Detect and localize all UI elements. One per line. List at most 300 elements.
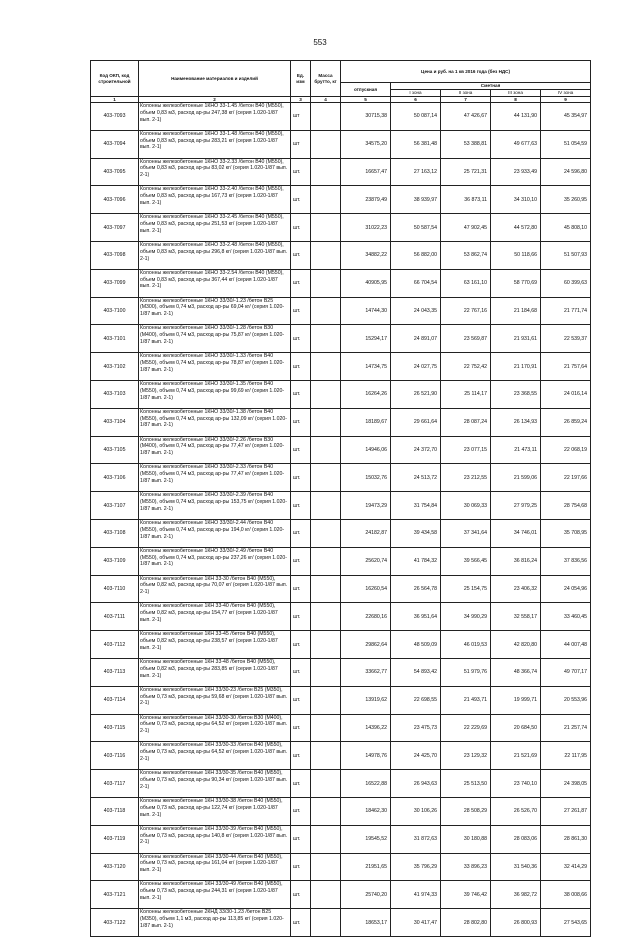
cell-zone1-price: 24 513,72 (391, 464, 441, 492)
cell-zone2-price: 22 752,42 (441, 353, 491, 381)
col-number: 5 (341, 97, 391, 103)
header-release: отпускная (341, 83, 391, 97)
cell-mass (311, 519, 341, 547)
cell-zone4-price: 60 399,63 (541, 269, 591, 297)
cell-name: Колонны железобетонные 1КНО 33/30/-1.33 /бетон В40 (М550), объем 0,74 м3, расход ар-ры 78,87 кг/ (серия 1.020-1/87 вып. 2-1) (139, 353, 291, 381)
table-row (91, 519, 591, 547)
cell-code: 403-7111 (91, 603, 139, 631)
cell-name: Колонны железобетонные 1КНО 33/30/-1.28 /бетон В30 (М400), объем 0,74 м3, расход ар-ры 75,87 кг/ (серия 1.020-1/87 вып. 2-1) (139, 325, 291, 353)
cell-mass (311, 603, 341, 631)
cell-code: 403-7102 (91, 353, 139, 381)
cell-zone1-price: 41 974,33 (391, 881, 441, 909)
cell-release-price: 18653,17 (341, 909, 391, 937)
cell-release-price: 25620,74 (341, 547, 391, 575)
table-row (91, 603, 591, 631)
cell-zone2-price: 25 114,17 (441, 380, 491, 408)
table-row (91, 186, 591, 214)
cell-zone1-price: 24 372,70 (391, 436, 441, 464)
cell-zone1-price: 36 951,64 (391, 603, 441, 631)
cell-name: Колонны железобетонные 1КНО 33-1.48 /бетон В40 (М550), объем 0,83 м3, расход ар-ры 283,21 кг/ (серия 1.020-1/87 вып. 2-1) (139, 130, 291, 158)
table-row (91, 241, 591, 269)
cell-zone3-price: 21 184,68 (491, 297, 541, 325)
cell-zone3-price: 21 473,11 (491, 436, 541, 464)
cell-release-price: 14744,30 (341, 297, 391, 325)
cell-zone1-price: 26 521,90 (391, 380, 441, 408)
cell-zone4-price: 22 068,19 (541, 436, 591, 464)
cell-mass (311, 742, 341, 770)
cell-zone4-price: 24 596,80 (541, 158, 591, 186)
cell-zone1-price: 30 106,26 (391, 797, 441, 825)
cell-release-price: 22680,16 (341, 603, 391, 631)
cell-code: 403-7099 (91, 269, 139, 297)
cell-name: Колонны железобетонные 1КН 33/30-44 /бетон В40 (М550), объем 0,73 м3, расход ар-ры 161,04 кг/ (серия 1.020-1/87 вып. 2-1) (139, 853, 291, 881)
cell-unit: шт. (291, 436, 311, 464)
table-body (91, 103, 591, 937)
cell-zone2-price: 36 873,11 (441, 186, 491, 214)
cell-code: 403-7115 (91, 714, 139, 742)
cell-mass (311, 325, 341, 353)
cell-release-price: 34575,20 (341, 130, 391, 158)
cell-mass (311, 130, 341, 158)
cell-mass (311, 853, 341, 881)
table-row (91, 436, 591, 464)
cell-name: Колонны железобетонные 1КНО 33/30/-2.39 /бетон В40 (М550), объем 0,74 м3, расход ар-ры 153,75 кг/ (серия 1.020-1/87 вып. 2-1) (139, 492, 291, 520)
cell-code: 403-7107 (91, 492, 139, 520)
cell-code: 403-7121 (91, 881, 139, 909)
cell-zone1-price: 23 475,73 (391, 714, 441, 742)
cell-zone1-price: 31 754,84 (391, 492, 441, 520)
table-row (91, 853, 591, 881)
table-row (91, 353, 591, 381)
header-price-group: Цена и руб. на 1 кв 2016 года (без НДС) (341, 61, 591, 83)
cell-unit: шт. (291, 631, 311, 659)
cell-code: 403-7110 (91, 575, 139, 603)
cell-zone1-price: 22 698,55 (391, 686, 441, 714)
cell-zone3-price: 21 170,91 (491, 353, 541, 381)
header-zone-1: I зона (391, 90, 441, 97)
cell-unit: шт. (291, 353, 311, 381)
table-row (91, 742, 591, 770)
cell-unit: шт. (291, 658, 311, 686)
cell-release-price: 16264,26 (341, 380, 391, 408)
cell-release-price: 29862,64 (341, 631, 391, 659)
col-number: 3 (291, 97, 311, 103)
cell-zone2-price: 22 767,16 (441, 297, 491, 325)
cell-zone4-price: 21 257,74 (541, 714, 591, 742)
cell-mass (311, 714, 341, 742)
cell-release-price: 21951,65 (341, 853, 391, 881)
cell-release-price: 18462,30 (341, 797, 391, 825)
col-number: 1 (91, 97, 139, 103)
table-row (91, 214, 591, 242)
cell-zone3-price: 50 118,66 (491, 241, 541, 269)
cell-release-price: 34882,22 (341, 241, 391, 269)
col-number: 8 (491, 97, 541, 103)
cell-zone3-price: 36 982,72 (491, 881, 541, 909)
cell-unit: шт. (291, 742, 311, 770)
cell-mass (311, 214, 341, 242)
cell-unit: шт. (291, 297, 311, 325)
table-row (91, 658, 591, 686)
cell-release-price: 19473,29 (341, 492, 391, 520)
cell-zone1-price: 26 564,78 (391, 575, 441, 603)
cell-zone4-price: 51 054,59 (541, 130, 591, 158)
cell-release-price: 30715,38 (341, 103, 391, 131)
cell-zone4-price: 28 754,68 (541, 492, 591, 520)
table-row (91, 714, 591, 742)
col-number: 4 (311, 97, 341, 103)
table-row (91, 158, 591, 186)
cell-zone3-price: 23 406,32 (491, 575, 541, 603)
cell-unit: шт (291, 103, 311, 131)
cell-name: Колонны железобетонные 1КН 33-40 /бетон В40 (М550), объем 0,82 м3, расход ар-ры 154,77 кг/ (серия 1.020-1/87 вып. 2-1) (139, 603, 291, 631)
cell-zone1-price: 39 434,58 (391, 519, 441, 547)
cell-code: 403-7103 (91, 380, 139, 408)
cell-zone4-price: 33 460,45 (541, 603, 591, 631)
cell-mass (311, 269, 341, 297)
table-row (91, 408, 591, 436)
cell-name: Колонны железобетонные 1КН 33/30-23 /бетон В25 (М350), объем 0,73 м3, расход ар-ры 59,68 кг/ (серия 1.020-1/87 вып. 2-1) (139, 686, 291, 714)
cell-zone1-price: 66 704,54 (391, 269, 441, 297)
cell-name: Колонны железобетонные 1КНО 33/30/-2.49 /бетон В40 (М550), объем 0,74 м3, расход ар-ры 237,26 кг/ (серия 1.020-1/87 вып. 2-1) (139, 547, 291, 575)
cell-zone4-price: 26 859,24 (541, 408, 591, 436)
cell-release-price: 23879,49 (341, 186, 391, 214)
header-code: Код ОКП, код строительной (91, 61, 139, 97)
cell-mass (311, 797, 341, 825)
cell-code: 403-7096 (91, 186, 139, 214)
cell-zone4-price: 35 708,95 (541, 519, 591, 547)
cell-zone3-price: 44 131,90 (491, 103, 541, 131)
cell-unit: шт. (291, 269, 311, 297)
cell-zone2-price: 23 212,55 (441, 464, 491, 492)
cell-zone1-price: 31 872,63 (391, 825, 441, 853)
col-number: 2 (139, 97, 291, 103)
cell-release-price: 24182,87 (341, 519, 391, 547)
cell-zone1-price: 24 043,35 (391, 297, 441, 325)
cell-zone3-price: 23 933,49 (491, 158, 541, 186)
cell-mass (311, 103, 341, 131)
cell-zone3-price: 34 310,10 (491, 186, 541, 214)
cell-name: Колонны железобетонные 1КНО 33/30/-1.38 /бетон В40 (М550), объем 0,74 м3, расход ар-ры 132,09 кг/ (серия 1.020-1/87 вып. 2-1) (139, 408, 291, 436)
table-row (91, 380, 591, 408)
cell-zone1-price: 26 943,63 (391, 770, 441, 798)
cell-unit: шт. (291, 492, 311, 520)
cell-code: 403-7105 (91, 436, 139, 464)
cell-zone4-price: 22 117,95 (541, 742, 591, 770)
col-number: 6 (391, 97, 441, 103)
cell-unit: шт. (291, 686, 311, 714)
cell-name: Колонны железобетонные 1КНО 33/30/-1.35 /бетон В40 (М550), объем 0,74 м3, расход ар-ры 99,69 кг/ (серия 1.020-1/87 вып. 2-1) (139, 380, 291, 408)
cell-zone3-price: 27 979,25 (491, 492, 541, 520)
cell-zone4-price: 20 553,96 (541, 686, 591, 714)
cell-zone4-price: 51 507,93 (541, 241, 591, 269)
cell-unit: шт. (291, 825, 311, 853)
table-row (91, 686, 591, 714)
table-row (91, 909, 591, 937)
cell-code: 403-7100 (91, 297, 139, 325)
cell-release-price: 15294,17 (341, 325, 391, 353)
cell-zone2-price: 46 019,53 (441, 631, 491, 659)
cell-zone4-price: 22 197,66 (541, 464, 591, 492)
table-row (91, 269, 591, 297)
cell-name: Колонны железобетонные 1КН 33/30-33 /бетон В40 (М550), объем 0,73 м3, расход ар-ры 64,52 кг/ (серия 1.020-1/87 вып. 2-1) (139, 742, 291, 770)
cell-zone3-price: 44 572,80 (491, 214, 541, 242)
cell-zone4-price: 49 707,17 (541, 658, 591, 686)
cell-zone3-price: 31 540,36 (491, 853, 541, 881)
cell-name: Колонны железобетонные 1КН 33-48 /бетон В40 (М550), объем 0,82 м3, расход ар-ры 283,85 кг/ (серия 1.020-1/87 вып. 2-1) (139, 658, 291, 686)
cell-zone2-price: 25 513,50 (441, 770, 491, 798)
cell-zone1-price: 24 027,75 (391, 353, 441, 381)
cell-code: 403-7109 (91, 547, 139, 575)
cell-unit: шт. (291, 241, 311, 269)
table-row (91, 103, 591, 131)
header-mass: Масса брутто, кг (311, 61, 341, 97)
cell-zone4-price: 24 016,14 (541, 380, 591, 408)
cell-name: Колонны железобетонные 1КН 33/30-35 /бетон В40 (М550), объем 0,73 м3, расход ар-ры 90,34 кг/ (серия 1.020-1/87 вып. 2-1) (139, 770, 291, 798)
cell-zone3-price: 20 684,50 (491, 714, 541, 742)
cell-zone2-price: 22 229,69 (441, 714, 491, 742)
cell-mass (311, 631, 341, 659)
table-row (91, 130, 591, 158)
cell-zone3-price: 23 740,10 (491, 770, 541, 798)
cell-code: 403-7113 (91, 658, 139, 686)
cell-release-price: 19545,52 (341, 825, 391, 853)
cell-zone3-price: 21 599,06 (491, 464, 541, 492)
cell-mass (311, 186, 341, 214)
cell-zone2-price: 23 129,32 (441, 742, 491, 770)
cell-mass (311, 547, 341, 575)
cell-name: Колонны железобетонные 1КНО 33/30/-2.44 /бетон В40 (М550), объем 0,74 м3, расход ар-ры 194,0 кг/ (серия 1.020-1/87 вып. 2-1) (139, 519, 291, 547)
cell-code: 403-7119 (91, 825, 139, 853)
cell-zone2-price: 53 388,81 (441, 130, 491, 158)
cell-name: Колонны железобетонные 1КН 33/30-38 /бетон В40 (М550), объем 0,73 м3, расход ар-ры 122,74 кг/ (серия 1.020-1/87 вып. 2-1) (139, 797, 291, 825)
cell-zone2-price: 28 802,80 (441, 909, 491, 937)
cell-code: 403-7094 (91, 130, 139, 158)
cell-name: Колонны железобетонные 1КН 33/30-30 /бетон В30 (М400), объем 0,73 м3, расход ар-ры 64,52 кг/ (серия 1.020-1/87 вып. 2-1) (139, 714, 291, 742)
cell-release-price: 18189,67 (341, 408, 391, 436)
cell-zone2-price: 34 990,29 (441, 603, 491, 631)
cell-release-price: 31022,23 (341, 214, 391, 242)
cell-zone3-price: 58 770,69 (491, 269, 541, 297)
cell-name: Колонны железобетонные 2КНД 33/30-1.23 /бетон В25 (М350), объем 1,1 м3, расход ар-ры 113,85 кг/ (серия 1.020-1/87 вып. 2-1) (139, 909, 291, 937)
cell-zone2-price: 30 069,33 (441, 492, 491, 520)
cell-zone3-price: 28 083,06 (491, 825, 541, 853)
cell-mass (311, 909, 341, 937)
cell-release-price: 14734,75 (341, 353, 391, 381)
cell-code: 403-7120 (91, 853, 139, 881)
cell-zone3-price: 19 999,71 (491, 686, 541, 714)
cell-code: 403-7122 (91, 909, 139, 937)
cell-zone1-price: 50 087,14 (391, 103, 441, 131)
cell-zone4-price: 38 008,66 (541, 881, 591, 909)
cell-zone2-price: 33 896,23 (441, 853, 491, 881)
cell-code: 403-7101 (91, 325, 139, 353)
cell-code: 403-7108 (91, 519, 139, 547)
table-row (91, 547, 591, 575)
cell-zone1-price: 54 893,42 (391, 658, 441, 686)
cell-zone4-price: 45 354,97 (541, 103, 591, 131)
cell-code: 403-7095 (91, 158, 139, 186)
cell-mass (311, 492, 341, 520)
cell-unit: шт. (291, 881, 311, 909)
cell-mass (311, 881, 341, 909)
cell-zone2-price: 28 508,29 (441, 797, 491, 825)
cell-name: Колонны железобетонные 1КН 33/30-39 /бетон В40 (М550), объем 0,73 м3, расход ар-ры 140,8 кг/ (серия 1.020-1/87 вып. 2-1) (139, 825, 291, 853)
cell-zone2-price: 39 566,45 (441, 547, 491, 575)
cell-zone3-price: 26 800,93 (491, 909, 541, 937)
cell-code: 403-7112 (91, 631, 139, 659)
cell-unit: шт. (291, 575, 311, 603)
cell-zone2-price: 28 087,24 (441, 408, 491, 436)
cell-unit: шт. (291, 853, 311, 881)
cell-zone1-price: 29 661,64 (391, 408, 441, 436)
cell-zone3-price: 48 366,74 (491, 658, 541, 686)
cell-zone2-price: 47 902,45 (441, 214, 491, 242)
cell-release-price: 25740,20 (341, 881, 391, 909)
cell-zone2-price: 53 862,74 (441, 241, 491, 269)
cell-name: Колонны железобетонные 1КНО 33-1.45 /бетон В40 (М550), объем 0,83 м3, расход ар-ры 247,38 кг/ (серия 1.020-1/87 вып. 2-1) (139, 103, 291, 131)
cell-unit: шт. (291, 380, 311, 408)
table-row (91, 325, 591, 353)
cell-unit: шт. (291, 770, 311, 798)
cell-release-price: 14946,06 (341, 436, 391, 464)
col-number: 9 (541, 97, 591, 103)
cell-zone4-price: 44 007,48 (541, 631, 591, 659)
cell-zone3-price: 21 521,69 (491, 742, 541, 770)
cell-zone1-price: 50 587,54 (391, 214, 441, 242)
cell-zone1-price: 24 425,70 (391, 742, 441, 770)
table-row (91, 881, 591, 909)
cell-zone2-price: 37 341,64 (441, 519, 491, 547)
cell-zone2-price: 63 161,10 (441, 269, 491, 297)
cell-zone2-price: 39 746,42 (441, 881, 491, 909)
cell-mass (311, 575, 341, 603)
cell-unit: шт. (291, 714, 311, 742)
cell-unit: шт. (291, 519, 311, 547)
cell-zone3-price: 23 368,55 (491, 380, 541, 408)
cell-mass (311, 158, 341, 186)
cell-mass (311, 408, 341, 436)
cell-code: 403-7098 (91, 241, 139, 269)
cell-mass (311, 686, 341, 714)
cell-mass (311, 464, 341, 492)
cell-unit: шт. (291, 186, 311, 214)
cell-name: Колонны железобетонные 1КНО 33-2.54 /бетон В40 (М550), объем 0,83 м3, расход ар-ры 367,44 кг/ (серия 1.020-1/87 вып. 2-1) (139, 269, 291, 297)
cell-zone2-price: 30 180,88 (441, 825, 491, 853)
cell-zone3-price: 36 816,24 (491, 547, 541, 575)
cell-zone3-price: 26 526,70 (491, 797, 541, 825)
cell-name: Колонны железобетонные 1КНО 33-2.48 /бетон В40 (М550), объем 0,83 м3, расход ар-ры 296,8 кг/ (серия 1.020-1/87 вып. 2-1) (139, 241, 291, 269)
cell-zone4-price: 21 771,74 (541, 297, 591, 325)
header-zone-3: III зона (491, 90, 541, 97)
cell-zone4-price: 24 054,96 (541, 575, 591, 603)
cell-unit: шт. (291, 325, 311, 353)
table-row (91, 825, 591, 853)
cell-zone4-price: 37 836,56 (541, 547, 591, 575)
cell-mass (311, 658, 341, 686)
cell-zone3-price: 34 746,01 (491, 519, 541, 547)
cell-release-price: 16522,88 (341, 770, 391, 798)
cell-zone2-price: 51 979,76 (441, 658, 491, 686)
cell-code: 403-7116 (91, 742, 139, 770)
cell-unit: шт. (291, 408, 311, 436)
cell-release-price: 15032,76 (341, 464, 391, 492)
cell-mass (311, 380, 341, 408)
cell-name: Колонны железобетонные 1КНО 33/30/-1.23 /бетон В25 (М300), объем 0,74 м3, расход ар-ры 69,04 кг/ (серия 1.020-1/87 вып. 2-1) (139, 297, 291, 325)
cell-zone3-price: 26 134,93 (491, 408, 541, 436)
cell-mass (311, 825, 341, 853)
header-estimate: Сметная (391, 83, 591, 90)
cell-unit: шт. (291, 158, 311, 186)
cell-release-price: 16657,47 (341, 158, 391, 186)
cell-release-price: 14978,76 (341, 742, 391, 770)
cell-zone4-price: 21 757,64 (541, 353, 591, 381)
cell-name: Колонны железобетонные 1КНО 33-2.45 /бетон В40 (М550), объем 0,83 м3, расход ар-ры 251,53 кг/ (серия 1.020-1/87 вып. 2-1) (139, 214, 291, 242)
cell-code: 403-7114 (91, 686, 139, 714)
cell-zone1-price: 56 381,48 (391, 130, 441, 158)
header-zone-2: II зона (441, 90, 491, 97)
cell-zone1-price: 27 163,12 (391, 158, 441, 186)
table-row (91, 770, 591, 798)
cell-zone4-price: 45 808,10 (541, 214, 591, 242)
cell-zone2-price: 25 154,75 (441, 575, 491, 603)
table-row (91, 464, 591, 492)
cell-zone4-price: 22 539,37 (541, 325, 591, 353)
cell-name: Колонны железобетонные 1КН 33-45 /бетон В40 (М550), объем 0,82 м3, расход ар-ры 238,57 кг/ (серия 1.020-1/87 вып. 2-1) (139, 631, 291, 659)
cell-name: Колонны железобетонные 1КН 33/30-49 /бетон В40 (М550), объем 0,73 м3, расход ар-ры 244,31 кг/ (серия 1.020-1/87 вып. 2-1) (139, 881, 291, 909)
cell-name: Колонны железобетонные 1КНО 33-2.40 /бетон В40 (М550), объем 0,83 м3, расход ар-ры 167,73 кг/ (серия 1.020-1/87 вып. 2-1) (139, 186, 291, 214)
cell-zone4-price: 24 398,05 (541, 770, 591, 798)
cell-code: 403-7106 (91, 464, 139, 492)
cell-zone1-price: 56 882,00 (391, 241, 441, 269)
header-zone-4: IV зона (541, 90, 591, 97)
table-row (91, 631, 591, 659)
cell-zone3-price: 42 820,80 (491, 631, 541, 659)
table-row (91, 492, 591, 520)
cell-unit: шт. (291, 909, 311, 937)
cell-unit: шт. (291, 603, 311, 631)
cell-zone2-price: 25 721,31 (441, 158, 491, 186)
cell-unit: шт. (291, 547, 311, 575)
cell-zone1-price: 30 417,47 (391, 909, 441, 937)
cell-zone4-price: 27 261,87 (541, 797, 591, 825)
cell-zone3-price: 21 931,61 (491, 325, 541, 353)
cell-zone1-price: 24 891,07 (391, 325, 441, 353)
cell-name: Колонны железобетонные 1КНО 33/30/-2.33 /бетон В40 (М550), объем 0,74 м3, расход ар-ры 77,47 кг/ (серия 1.020-1/87 вып. 2-1) (139, 464, 291, 492)
col-number: 7 (441, 97, 491, 103)
cell-unit: шт (291, 130, 311, 158)
cell-unit: шт. (291, 214, 311, 242)
cell-code: 403-7118 (91, 797, 139, 825)
cell-zone3-price: 49 677,63 (491, 130, 541, 158)
table-row (91, 575, 591, 603)
cell-mass (311, 353, 341, 381)
cell-mass (311, 297, 341, 325)
cell-zone2-price: 21 493,71 (441, 686, 491, 714)
cell-unit: шт. (291, 797, 311, 825)
cell-code: 403-7104 (91, 408, 139, 436)
cell-zone4-price: 35 260,95 (541, 186, 591, 214)
price-table (90, 60, 591, 937)
cell-mass (311, 436, 341, 464)
cell-unit: шт. (291, 464, 311, 492)
cell-zone2-price: 23 077,15 (441, 436, 491, 464)
table-row (91, 297, 591, 325)
cell-code: 403-7097 (91, 214, 139, 242)
cell-zone3-price: 32 558,17 (491, 603, 541, 631)
cell-release-price: 40905,95 (341, 269, 391, 297)
header-unit: Ед. изм (291, 61, 311, 97)
